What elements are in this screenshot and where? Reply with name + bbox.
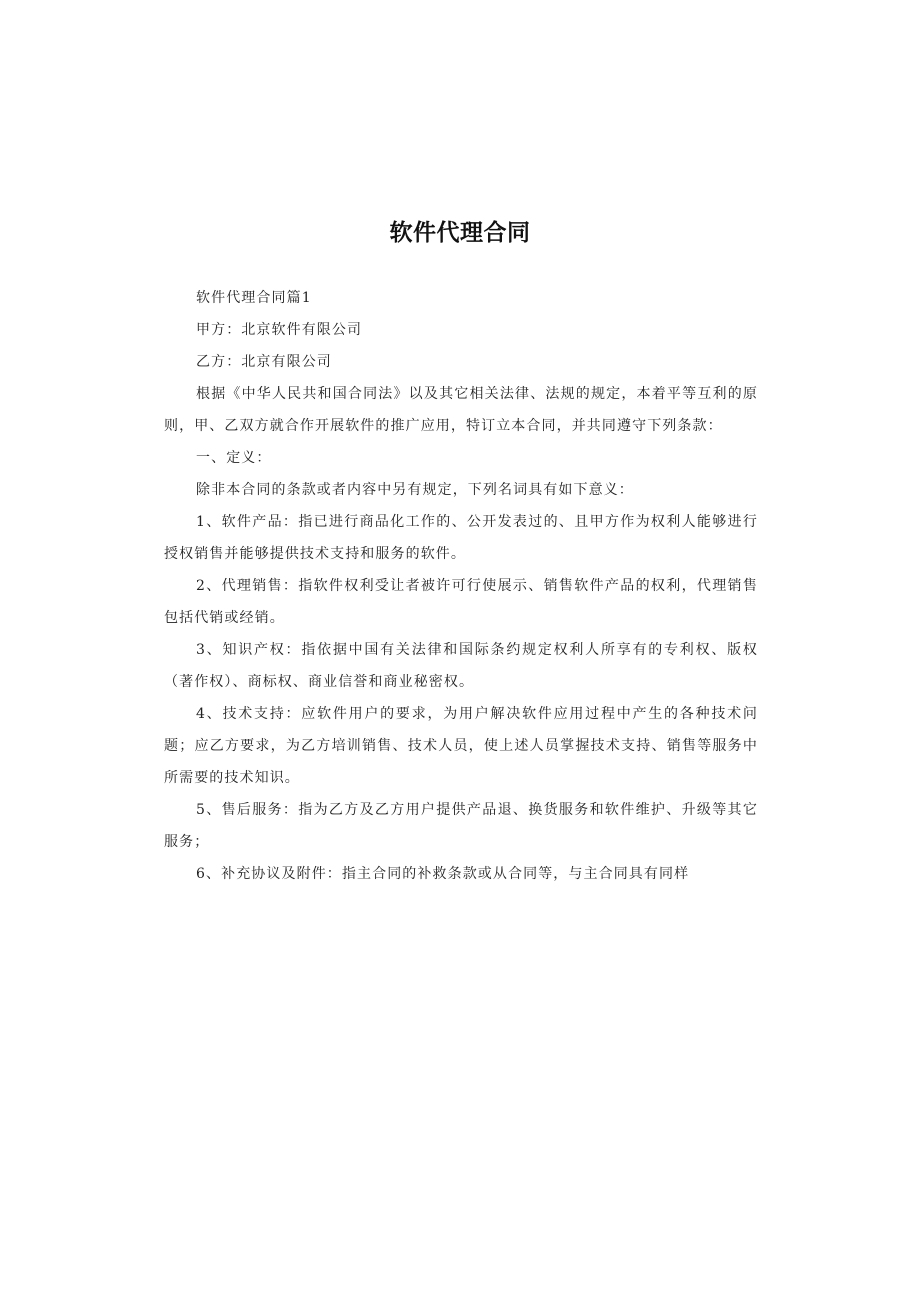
paragraph-definitions-intro: 除非本合同的条款或者内容中另有规定，下列名词具有如下意义： bbox=[196, 482, 634, 498]
document-body bbox=[164, 282, 758, 890]
paragraph-clause-5: 5、售后服务：指为乙方及乙方用户提供产品退、换货服务和软件维护、升级等其它服务； bbox=[164, 802, 758, 850]
paragraph-section-definitions: 一、定义： bbox=[196, 450, 272, 466]
paragraph-clause-4: 4、技术支持：应软件用户的要求，为用户解决软件应用过程中产生的各种技术问题；应乙方要求，为乙方培训销售、技术人员，使上述人员掌握技术支持、销售等服务中所需要的技术知识。 bbox=[164, 706, 758, 786]
paragraph-clause-1: 1、软件产品：指已进行商品化工作的、公开发表过的、且甲方作为权利人能够进行授权销售并能够提供技术支持和服务的软件。 bbox=[164, 514, 758, 562]
paragraph-heading: 软件代理合同篇1 bbox=[196, 290, 312, 306]
paragraph-party-b: 乙方：北京有限公司 bbox=[196, 354, 332, 370]
paragraph-party-a: 甲方：北京软件有限公司 bbox=[196, 322, 363, 338]
paragraph-clause-3: 3、知识产权：指依据中国有关法律和国际条约规定权利人所享有的专利权、版权（著作权）、商标权、商业信誉和商业秘密权。 bbox=[164, 642, 758, 690]
document-title: 软件代理合同 bbox=[389, 220, 531, 246]
paragraph-preamble: 根据《中华人民共和国合同法》以及其它相关法律、法规的规定，本着平等互利的原则，甲、乙双方就合作开展软件的推广应用，特订立本合同，并共同遵守下列条款： bbox=[164, 386, 758, 434]
paragraph-clause-6: 6、补充协议及附件：指主合同的补救条款或从合同等，与主合同具有同样 bbox=[196, 866, 690, 882]
paragraph-clause-2: 2、代理销售：指软件权利受让者被许可行使展示、销售软件产品的权利，代理销售包括代销或经销。 bbox=[164, 578, 758, 626]
